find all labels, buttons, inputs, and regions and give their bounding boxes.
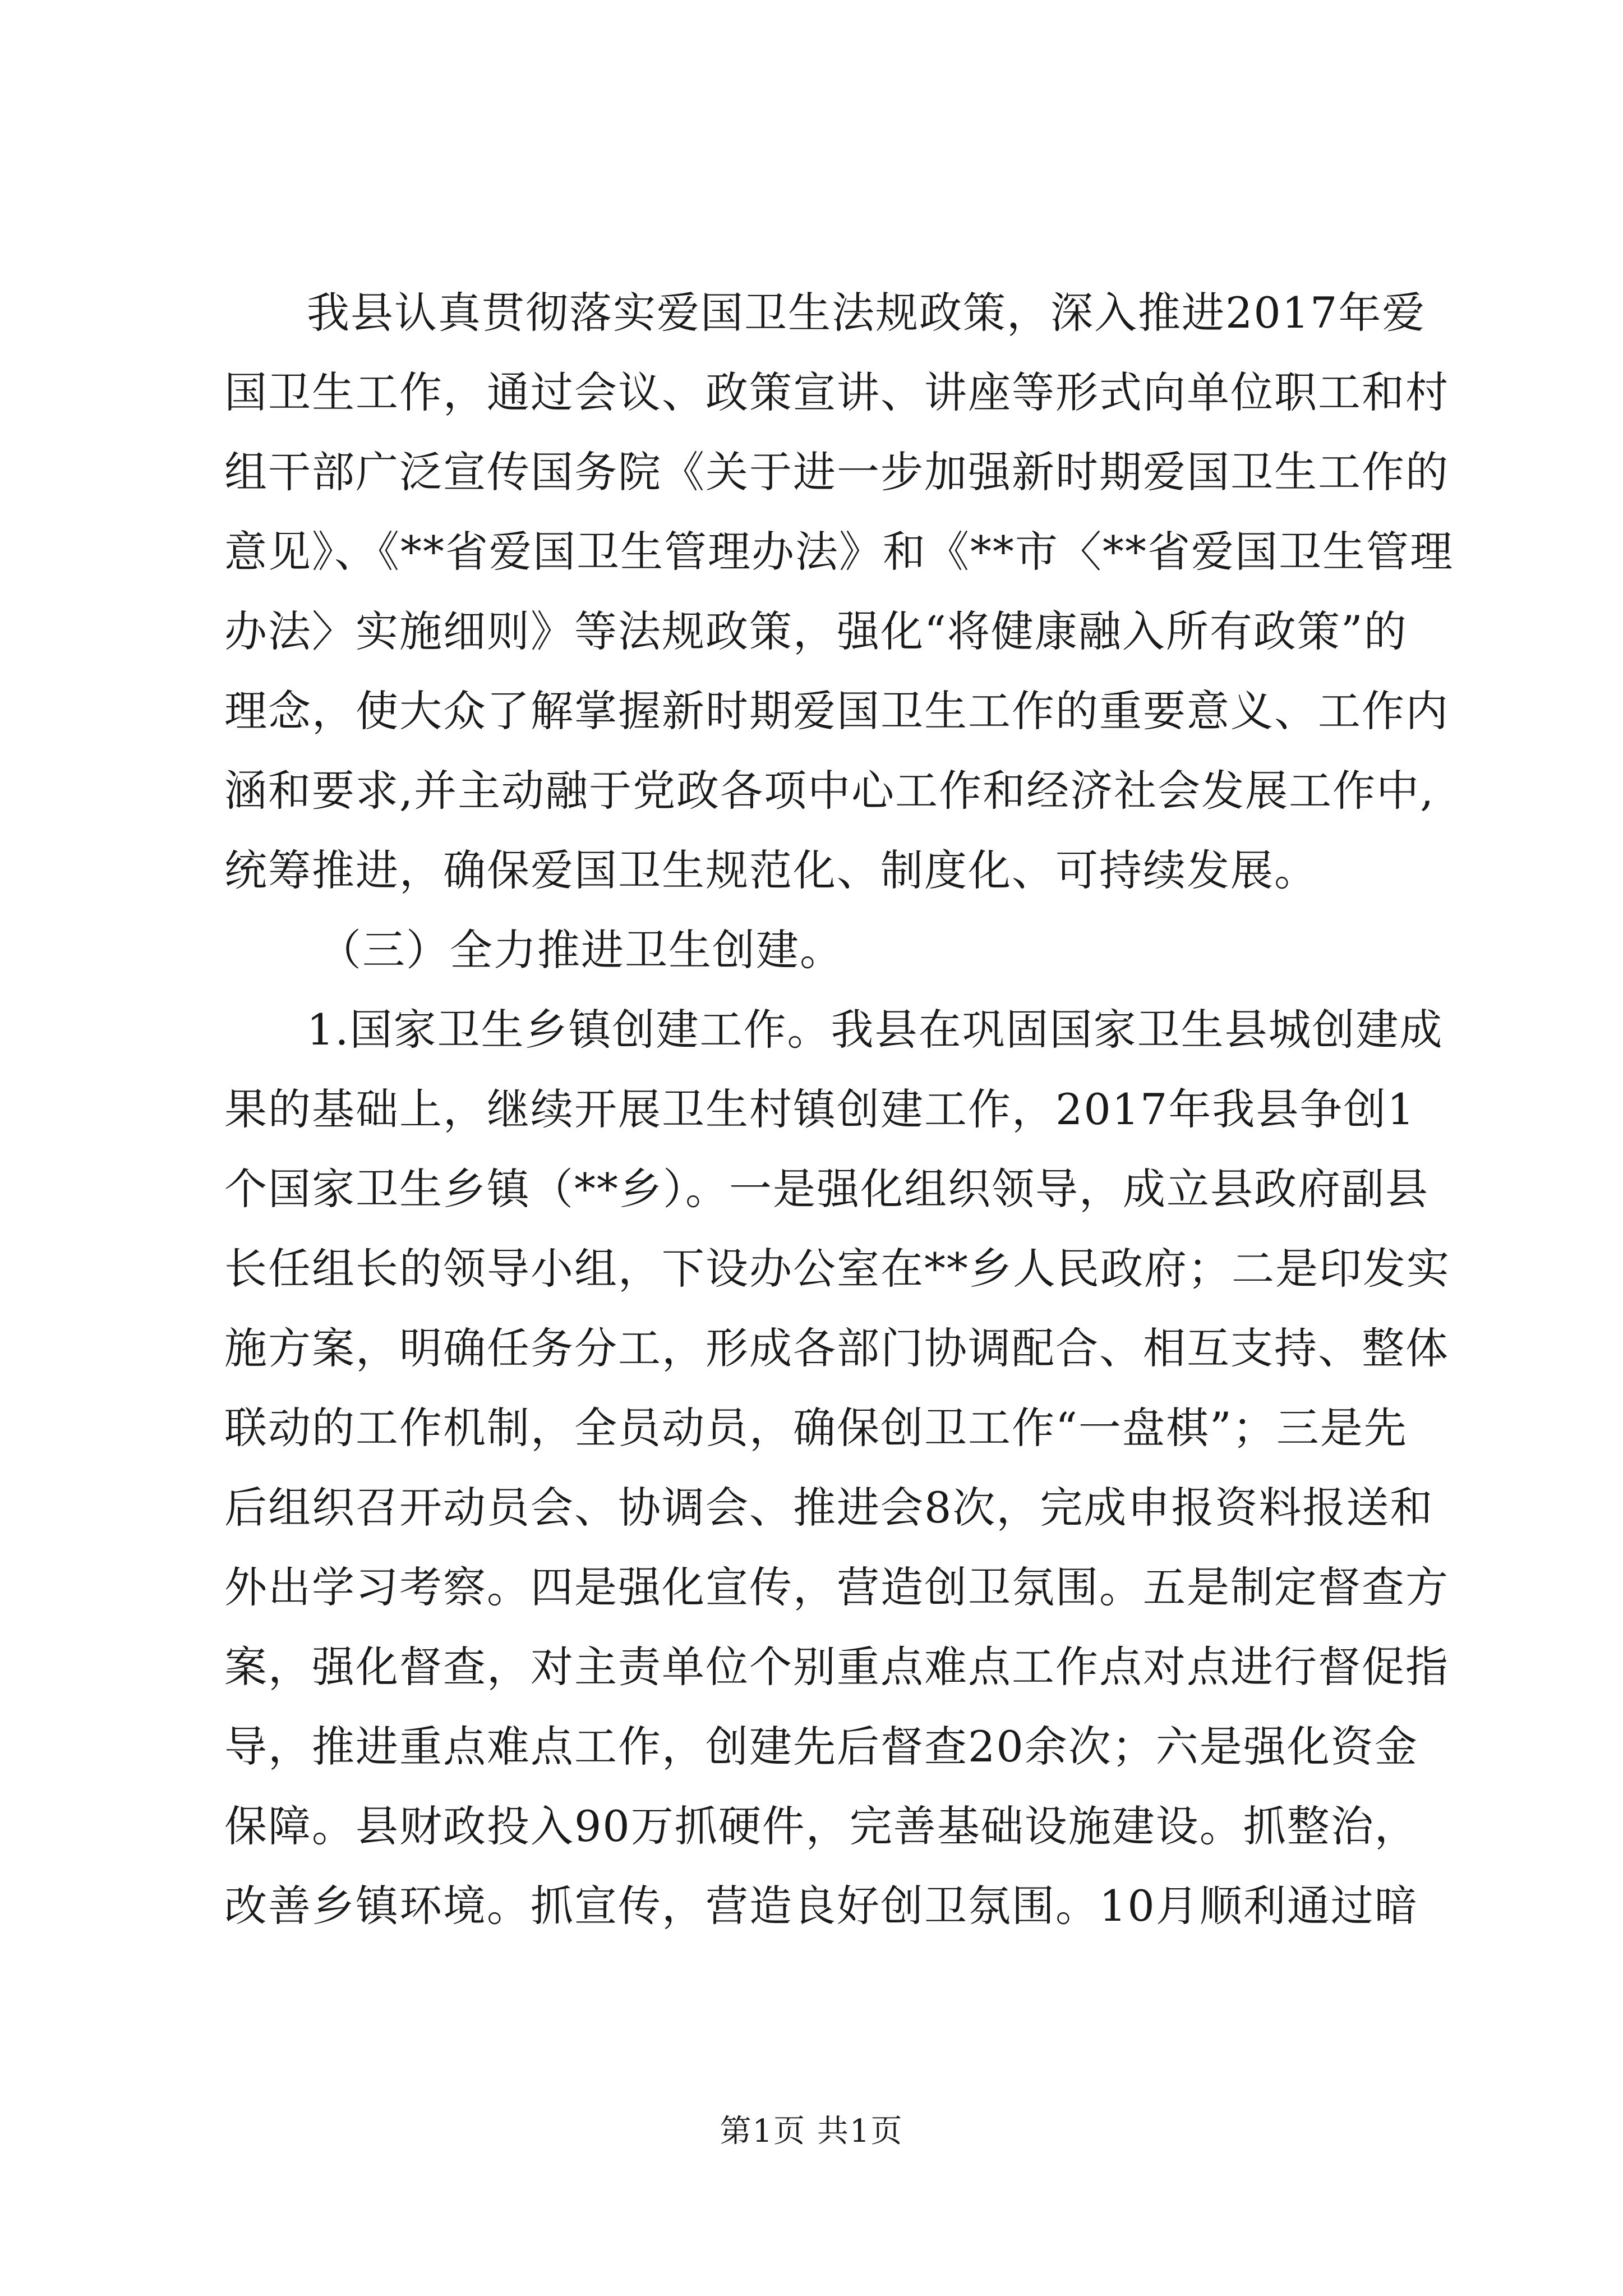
body-line-18: 案，强化督查，对主责单位个别重点难点工作点对点进行督促指 (224, 1642, 1449, 1692)
body-line-19: 导，推进重点难点工作，创建先后督查20余次；六是强化资金 (224, 1722, 1418, 1772)
body-line-11: 果的基础上，继续开展卫生村镇创建工作，2017年我县争创1 (224, 1084, 1415, 1134)
body-line-14: 施方案，明确任务分工，形成各部门协调配合、相互支持、整体 (224, 1323, 1449, 1373)
body-line-3: 组干部广泛宣传国务院《关于进一步加强新时期爱国卫生工作的 (224, 447, 1449, 497)
body-line-17: 外出学习考察。四是强化宣传，营造创卫氛围。五是制定督查方 (224, 1562, 1449, 1612)
body-line-2: 国卫生工作，通过会议、政策宣讲、讲座等形式向单位职工和村 (224, 367, 1449, 417)
section-heading: （三）全力推进卫生创建。 (319, 925, 843, 975)
body-line-7: 涵和要求,并主动融于党政各项中心工作和经济社会发展工作中, (224, 766, 1435, 816)
body-line-12: 个国家卫生乡镇（**乡）。一是强化组织领导，成立县政府副县 (224, 1164, 1429, 1214)
page-footer: 第1页 共1页 (720, 2113, 903, 2150)
body-line-4: 意见》、《**省爱国卫生管理办法》和《**市〈**省爱国卫生管理 (224, 527, 1454, 577)
body-line-5: 办法〉实施细则》等法规政策，强化“将健康融入所有政策”的 (224, 606, 1408, 656)
body-line-1: 我县认真贯彻落实爱国卫生法规政策，深入推进2017年爱 (307, 288, 1426, 338)
body-line-21: 改善乡镇环境。抓宣传，营造良好创卫氛围。10月顺利通过暗 (224, 1881, 1418, 1931)
body-line-16: 后组织召开动员会、协调会、推进会8次，完成申报资料报送和 (224, 1483, 1434, 1533)
body-line-15: 联动的工作机制，全员动员，确保创卫工作“一盘棋”；三是先 (224, 1403, 1408, 1453)
body-line-13: 长任组长的领导小组，下设办公室在**乡人民政府；二是印发实 (224, 1244, 1450, 1294)
body-line-10: 1.国家卫生乡镇创建工作。我县在巩固国家卫生县城创建成 (307, 1005, 1444, 1055)
body-line-6: 理念，使大众了解掌握新时期爱国卫生工作的重要意义、工作内 (224, 686, 1449, 736)
body-line-8: 统筹推进，确保爱国卫生规范化、制度化、可持续发展。 (224, 845, 1318, 895)
body-line-20: 保障。县财政投入90万抓硬件，完善基础设施建设。抓整治， (224, 1801, 1418, 1851)
